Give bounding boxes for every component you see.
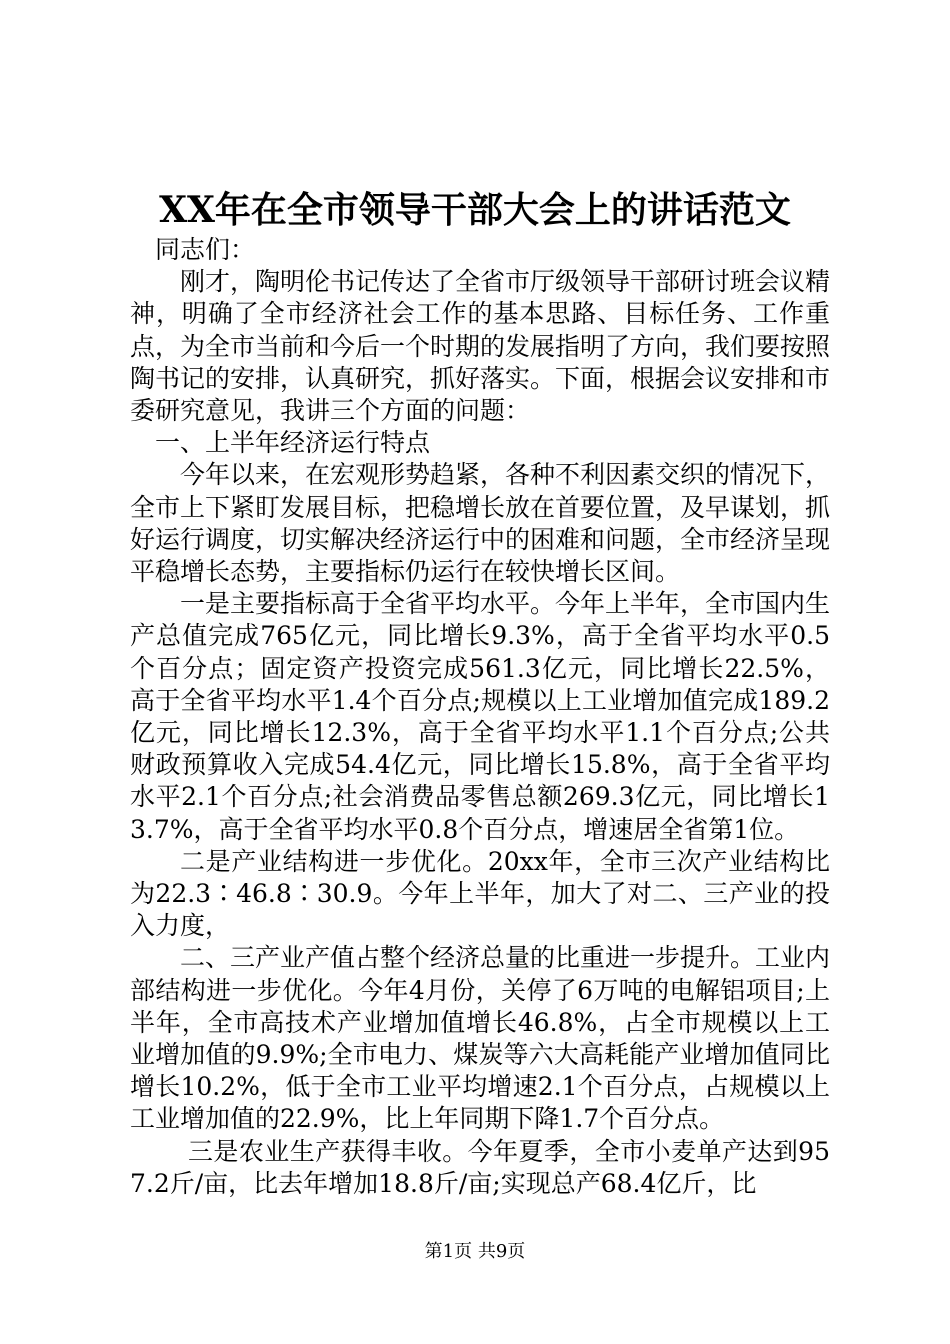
document-body (130, 234, 830, 1200)
point-two-paragraph: 二是产业结构进一步优化。20xx年，全市三次产业结构比为22.3∶46.8∶30.9。今年上半年，加大了对二、三产业的投入力度， (130, 846, 830, 941)
document-title: XX年在全市领导干部大会上的讲话范文 (159, 189, 791, 231)
point-one-paragraph: 一是主要指标高于全省平均水平。今年上半年，全市国内生产总值完成765亿元，同比增长9.3%，高于全省平均水平0.5个百分点；固定资产投资完成561.3亿元，同比增长22.5%，高于全省平均水平1.4个百分点;规模以上工业增加值完成189.2亿元，同比增长12.3%，高于全省平均水平1.1个百分点;公共财政预算收入完成54.4亿元，同比增长15.8%，高于全省平均水平2.1个百分点;社会消费品零售总额269.3亿元，同比增长13.7%，高于全省平均水平0.8个百分点，增速居全省第1位。 (130, 589, 831, 844)
salutation-paragraph: 同志们： (155, 235, 256, 264)
industry-structure-paragraph: 二、三产业产值占整个经济总量的比重进一步提升。工业内部结构进一步优化。今年4月份，关停了6万吨的电解铝项目;上半年，全市高技术产业增加值增长46.8%，占全市规模以上工业增加值的9.9%;全市电力、煤炭等六大高耗能产业增加值同比增长10.2%，低于全市工业平均增速2.1个百分点，占规模以上工业增加值的22.9%，比上年同期下降1.7个百分点。 (130, 943, 831, 1134)
intro-paragraph: 刚才，陶明伦书记传达了全省市厅级领导干部研讨班会议精神，明确了全市经济社会工作的基本思路、目标任务、工作重点，为全市当前和今后一个时期的发展指明了方向，我们要按照陶书记的安排，认真研究，抓好落实。下面，根据会议安排和市委研究意见，我讲三个方面的问题： (130, 267, 831, 426)
page-footer: 第1页 共9页 (424, 1241, 526, 1262)
overview-paragraph: 今年以来，在宏观形势趋紧，各种不利因素交织的情况下，全市上下紧盯发展目标，把稳增长放在首要位置，及早谋划，抓好运行调度，切实解决经济运行中的困难和问题，全市经济呈现平稳增长态势，主要指标仍运行在较快增长区间。 (130, 460, 831, 587)
section-heading: 一、上半年经济运行特点 (155, 428, 431, 458)
point-three-paragraph: 三是农业生产获得丰收。今年夏季，全市小麦单产达到957.2斤/亩，比去年增加18.8斤/亩;实现总产68.4亿斤，比 (130, 1136, 830, 1198)
